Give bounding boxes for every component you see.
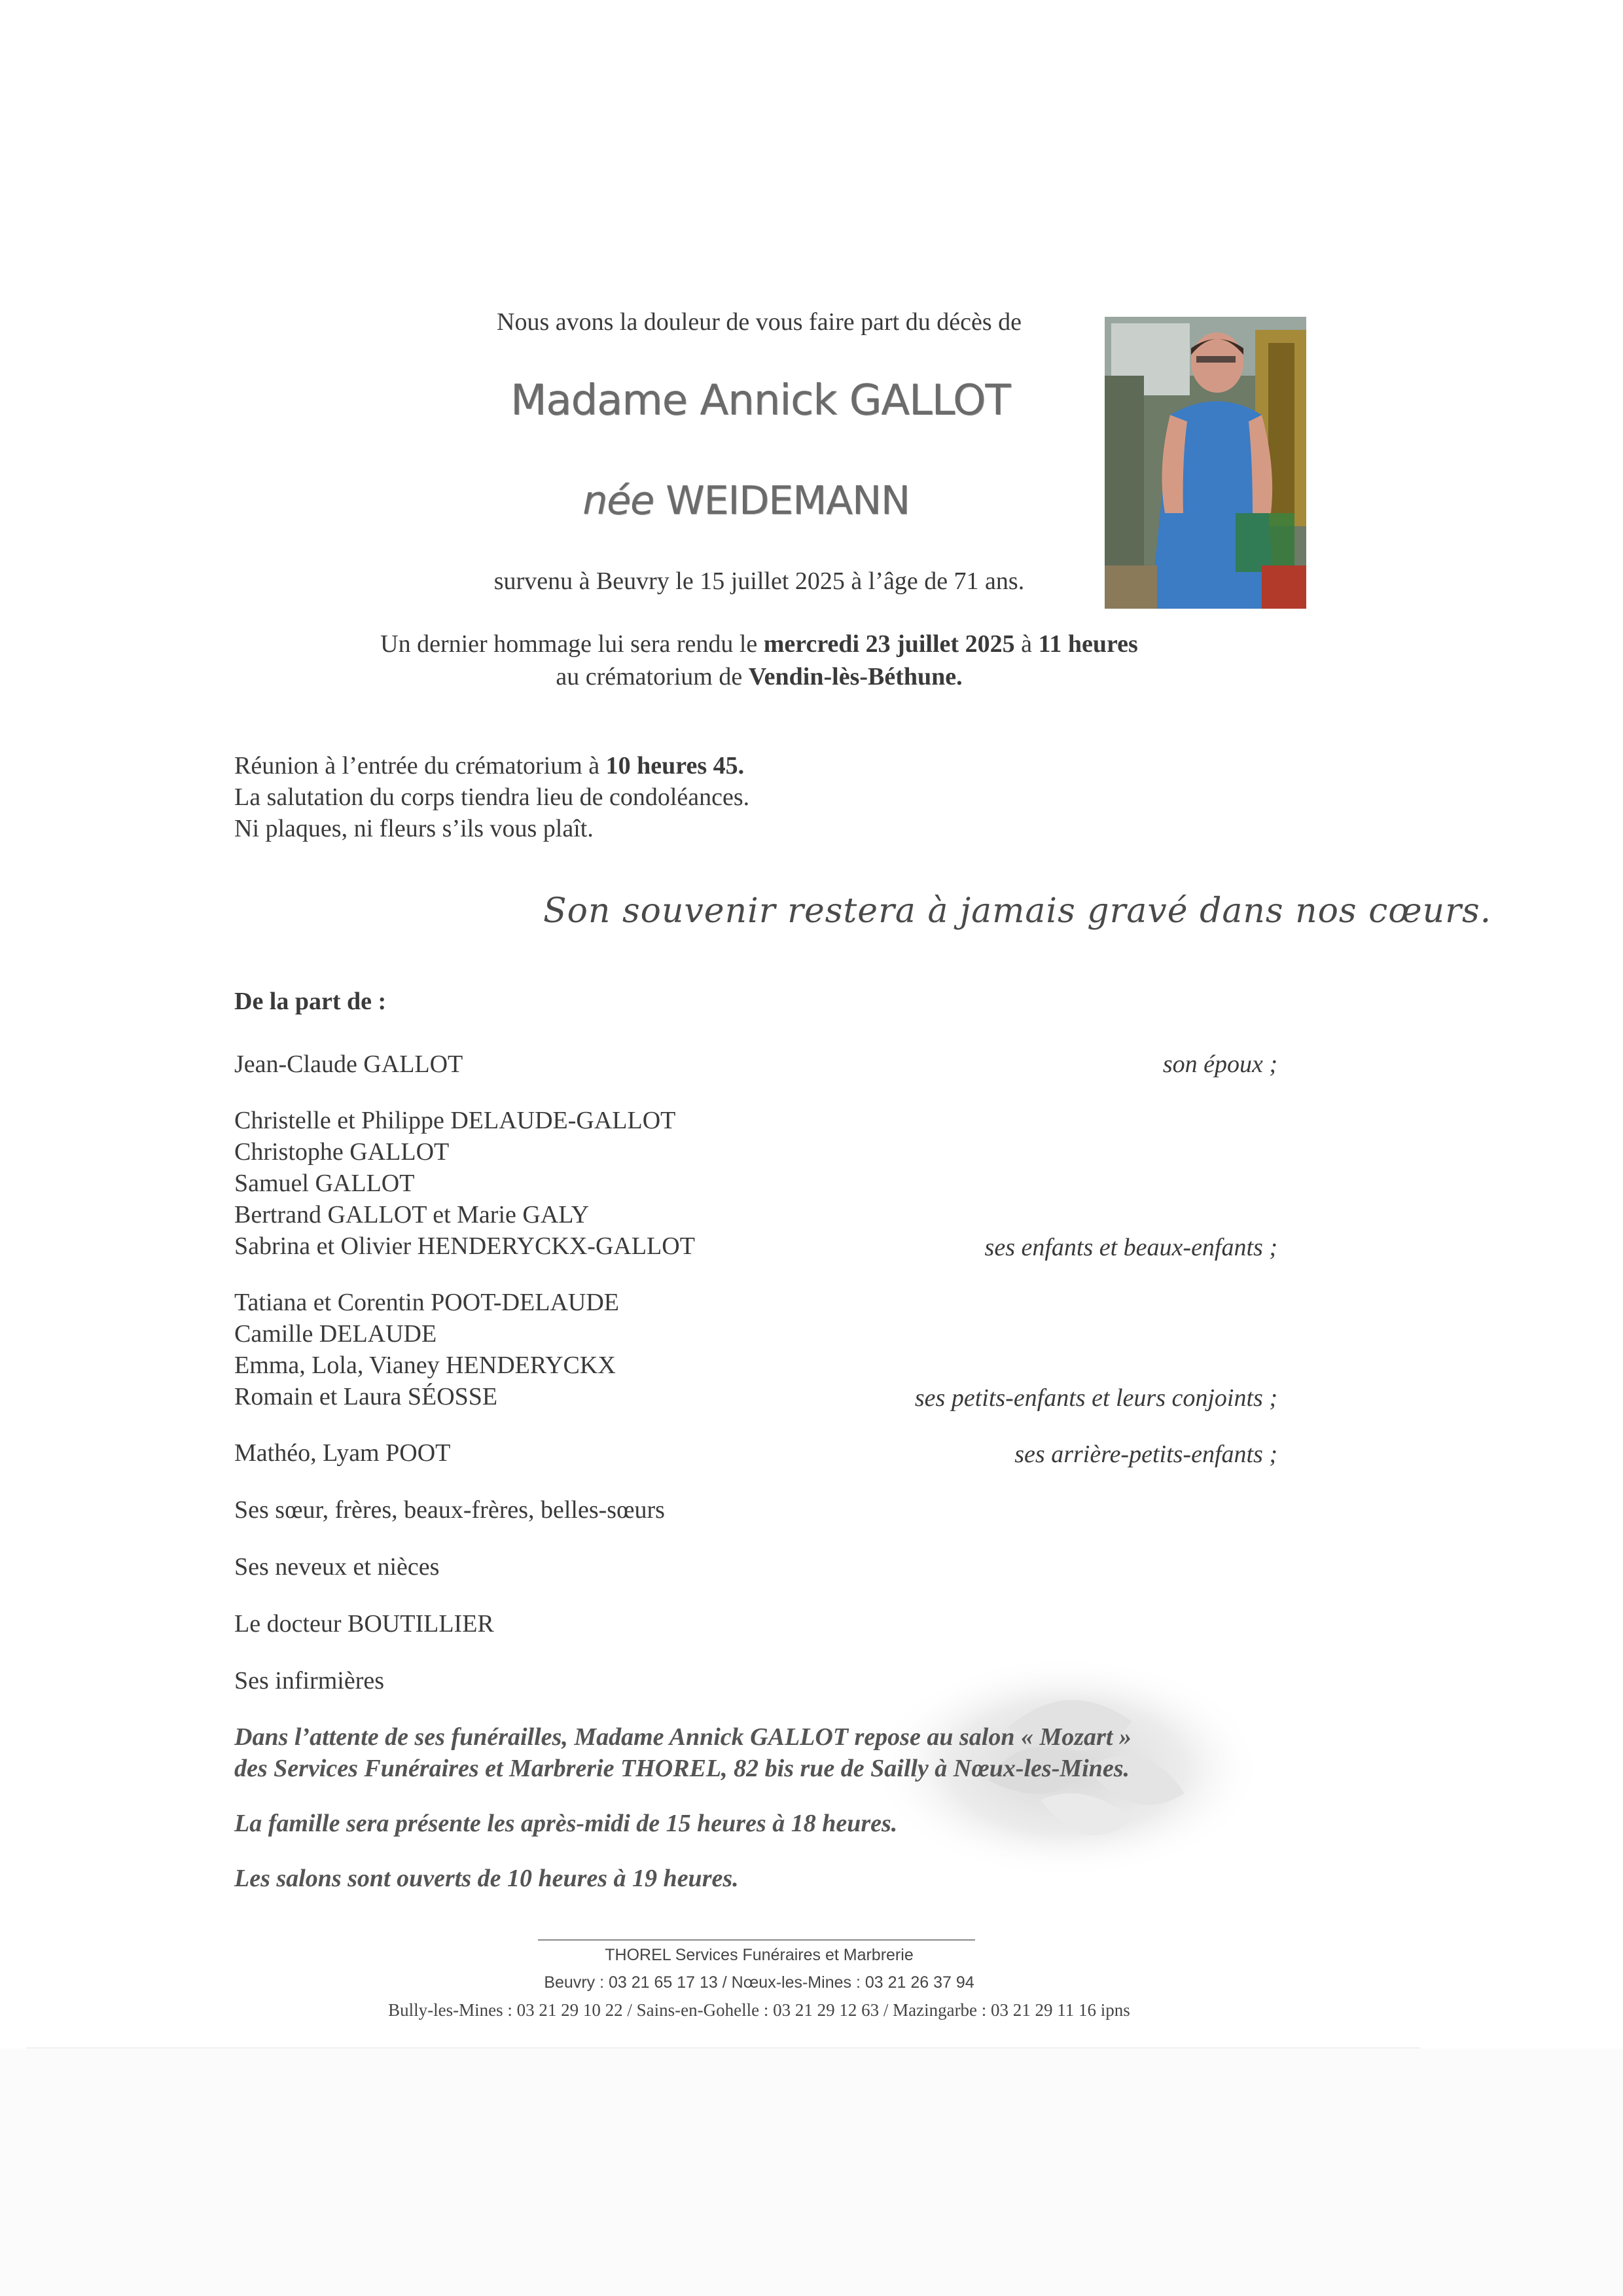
family-other: Ses infirmières [234,1667,385,1695]
relation-great-grandchildren: ses arrière-petits-enfants ; [1014,1441,1277,1468]
notice-line-3: La famille sera présente les après-midi de 15 heures à 18 heures. [234,1810,898,1837]
family-child: Christophe GALLOT [234,1138,450,1166]
family-child: Christelle et Philippe DELAUDE-GALLOT [234,1107,676,1134]
family-grandchild: Camille DELAUDE [234,1320,437,1348]
family-grandchild: Tatiana et Corentin POOT-DELAUDE [234,1289,619,1316]
intro-text: Nous avons la douleur de vous faire part du décès de [497,308,1022,336]
portrait-photo [1105,317,1306,609]
family-child: Sabrina et Olivier HENDERYCKX-GALLOT [234,1232,695,1260]
family-spouse: Jean-Claude GALLOT [234,1050,463,1078]
rose-watermark-image [792,1649,1315,1931]
ceremony-line-1: Un dernier hommage lui sera rendu le mercredi 23 juillet 2025 à 11 heures [380,630,1138,658]
family-child: Samuel GALLOT [234,1170,415,1197]
footer-divider [538,1939,975,1941]
relation-spouse: son époux ; [1162,1050,1277,1078]
family-grandchild: Emma, Lola, Vianey HENDERYCKX [234,1352,616,1379]
birth-prefix: née [582,478,654,524]
info-line-1: Réunion à l’entrée du crématorium à 10 heures 45. [234,752,745,780]
family-child: Bertrand GALLOT et Marie GALY [234,1201,590,1229]
relation-grandchildren: ses petits-enfants et leurs conjoints ; [914,1384,1277,1412]
family-grandchild: Romain et Laura SÉOSSE [234,1383,498,1410]
ceremony-line-2: au crématorium de Vendin-lès-Béthune. [556,663,963,691]
portrait-image [1105,317,1306,609]
birth-name [510,478,982,524]
notice-line-2: des Services Funéraires et Marbrerie THOREL, 82 bis rue de Sailly à Nœux-les-Mines. [234,1755,1130,1782]
scan-edge-line [26,2047,1420,2049]
relation-children: ses enfants et beaux-enfants ; [984,1234,1277,1261]
footer-phones-2: Bully-les-Mines : 03 21 29 10 22 / Sains-en-Gohelle : 03 21 29 12 63 / Mazingarbe : 03 21 29 11 16 ipns [388,2000,1130,2020]
from-label: De la part de : [234,988,387,1015]
info-line-3: Ni plaques, ni fleurs s’ils vous plaît. [234,815,594,842]
death-line: survenu à Beuvry le 15 juillet 2025 à l’âge de 71 ans. [493,567,1025,595]
notice-line-4: Les salons sont ouverts de 10 heures à 19 heures. [234,1865,739,1892]
footer-phones-1: Beuvry : 03 21 65 17 13 / Nœux-les-Mines : 03 21 26 37 94 [544,1973,974,1992]
info-line-2: La salutation du corps tiendra lieu de condoléances. [234,783,750,811]
footer-company: THOREL Services Funéraires et Marbrerie [605,1946,914,1964]
family-other: Le docteur BOUTILLIER [234,1610,494,1638]
family-other: Ses sœur, frères, beaux-frères, belles-sœurs [234,1496,665,1524]
birth-surname: WEIDEMANN [666,478,910,524]
family-other: Ses neveux et nièces [234,1553,440,1581]
family-great-grandchildren: Mathéo, Lyam POOT [234,1439,451,1467]
deceased-name: Madame Annick GALLOT [510,376,1010,425]
notice-line-1: Dans l’attente de ses funérailles, Madame Annick GALLOT repose au salon « Mozart » [234,1723,1132,1751]
scan-background-band [0,2049,1623,2296]
memorial-quote: Son souvenir restera à jamais gravé dans nos cœurs. [543,891,1492,931]
